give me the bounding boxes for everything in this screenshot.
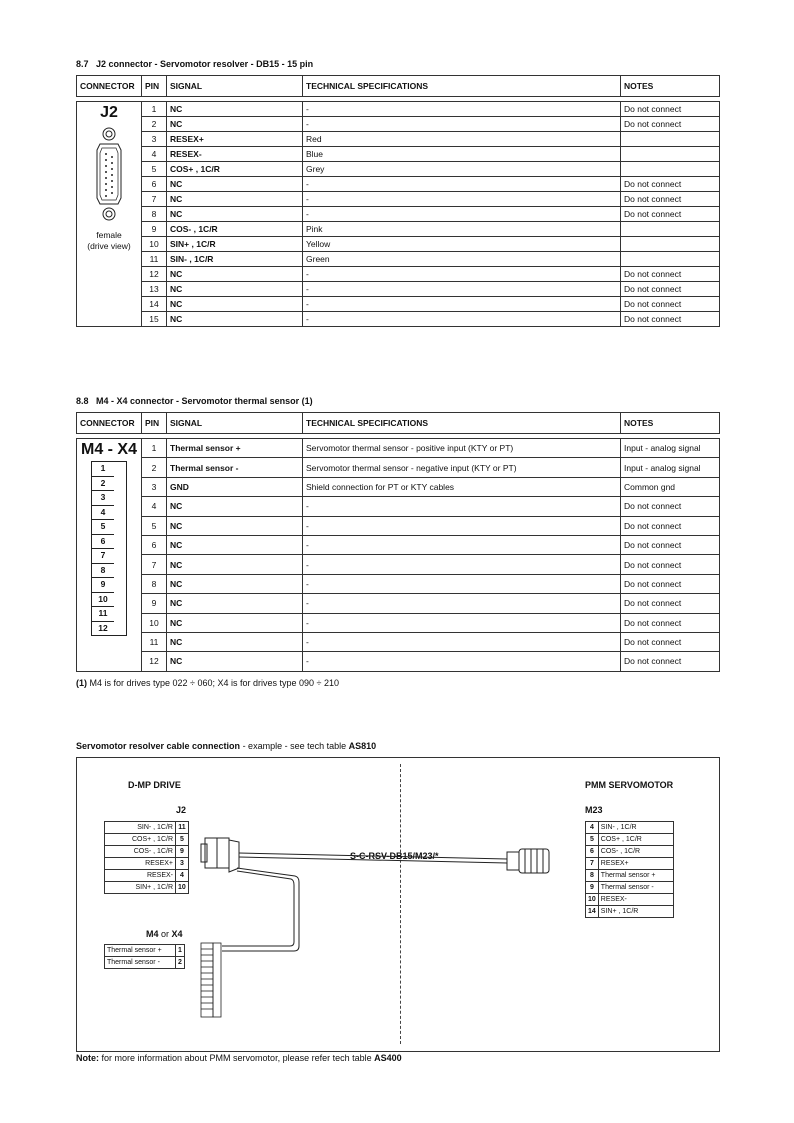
connector-name: J2 [100, 104, 118, 121]
pin-number: 11 [142, 252, 167, 267]
signal-name: COS- , 1C/R [105, 846, 176, 858]
header-tech-spec: TECHNICAL SPECIFICATIONS [303, 76, 621, 97]
signal-name: NC [167, 535, 303, 554]
tech-spec: - [303, 207, 621, 222]
pin-number: 5 [176, 834, 189, 846]
table-row [77, 162, 720, 177]
tech-spec: - [303, 177, 621, 192]
pin-number: 10 [586, 894, 599, 906]
signal-name: NC [167, 177, 303, 192]
tech-spec: - [303, 555, 621, 574]
header-notes: NOTES [621, 413, 720, 434]
tech-spec: Servomotor thermal sensor - positive input (KTY or PT) [303, 439, 621, 458]
pin-number: 7 [142, 192, 167, 207]
table-row [77, 652, 720, 671]
terminal-number: 1 [92, 462, 114, 477]
tech-spec: - [303, 613, 621, 632]
table-row [77, 177, 720, 192]
tech-spec: Yellow [303, 237, 621, 252]
tech-spec: - [303, 535, 621, 554]
terminal-block-icon [91, 461, 127, 636]
note [621, 252, 720, 267]
note: Do not connect [621, 555, 720, 574]
thermal-label-or: or [158, 929, 172, 939]
note-label: Note: [76, 1053, 99, 1063]
table-row [77, 477, 720, 496]
pin-number: 10 [142, 237, 167, 252]
table-row [77, 439, 720, 458]
table-row [77, 535, 720, 554]
tech-spec: - [303, 594, 621, 613]
db15-plug-icon [201, 838, 239, 872]
tech-spec: Shield connection for PT or KTY cables [303, 477, 621, 496]
header-connector: CONNECTOR [77, 413, 142, 434]
j2-pin-table [76, 75, 720, 327]
table-header-row [77, 76, 720, 97]
note: Do not connect [621, 192, 720, 207]
note: Do not connect [621, 535, 720, 554]
pin-number: 5 [142, 516, 167, 535]
note: Do not connect [621, 516, 720, 535]
pin-number: 3 [176, 858, 189, 870]
table-row [77, 132, 720, 147]
pin-number: 6 [142, 535, 167, 554]
tech-spec: - [303, 574, 621, 593]
pin-number: 2 [142, 458, 167, 477]
pin-number: 1 [176, 945, 185, 957]
signal-name: NC [167, 652, 303, 671]
connector-name: M4 - X4 [80, 441, 137, 458]
signal-name: COS+ , 1C/R [167, 162, 303, 177]
section-title-j2 [76, 59, 313, 69]
pin-number: 5 [586, 834, 599, 846]
signal-name: NC [167, 102, 303, 117]
pin-number: 4 [586, 822, 599, 834]
signal-name: NC [167, 312, 303, 327]
signal-name: NC [167, 267, 303, 282]
thermal-label-x4: X4 [171, 929, 183, 939]
signal-name: SIN+ , 1C/R [105, 882, 176, 894]
tech-spec: Pink [303, 222, 621, 237]
tech-spec: - [303, 282, 621, 297]
signal-name: SIN- , 1C/R [105, 822, 176, 834]
note [621, 237, 720, 252]
cable-name: S-C-RSV-DB15/M23/* [350, 851, 439, 861]
signal-name: Thermal sensor - [598, 882, 673, 894]
note: Do not connect [621, 632, 720, 651]
pin-number: 4 [142, 497, 167, 516]
signal-name: NC [167, 555, 303, 574]
cable-title-ref: AS810 [348, 741, 377, 751]
pin-number: 3 [142, 477, 167, 496]
terminal-number: 4 [92, 506, 114, 521]
cable-drawing [77, 758, 719, 1051]
pin-number: 1 [142, 439, 167, 458]
terminal-number: 3 [92, 491, 114, 506]
note: Do not connect [621, 652, 720, 671]
bottom-note [76, 1053, 402, 1063]
signal-name: COS+ , 1C/R [598, 834, 673, 846]
table-row [77, 102, 720, 117]
header-pin: PIN [142, 413, 167, 434]
signal-name: GND [167, 477, 303, 496]
pin-number: 15 [142, 312, 167, 327]
signal-name: NC [167, 613, 303, 632]
tech-spec: - [303, 297, 621, 312]
table-row [77, 282, 720, 297]
note: Do not connect [621, 574, 720, 593]
terminal-block-drawing [201, 943, 221, 1017]
header-signal: SIGNAL [167, 76, 303, 97]
note: Common gnd [621, 477, 720, 496]
header-tech-spec: TECHNICAL SPECIFICATIONS [303, 413, 621, 434]
note: Do not connect [621, 594, 720, 613]
note: Do not connect [621, 267, 720, 282]
signal-name: RESEX+ [105, 858, 176, 870]
pin-number: 8 [142, 574, 167, 593]
table-row [77, 574, 720, 593]
drive-connector-label: J2 [176, 805, 187, 815]
note: Do not connect [621, 102, 720, 117]
pin-number: 14 [142, 297, 167, 312]
tech-spec: - [303, 267, 621, 282]
note: Do not connect [621, 177, 720, 192]
signal-name: NC [167, 497, 303, 516]
motor-connector-label: M23 [585, 805, 603, 815]
pin-number: 6 [142, 177, 167, 192]
terminal-number: 2 [92, 477, 114, 492]
header-connector: CONNECTOR [77, 76, 142, 97]
pin-number: 7 [586, 858, 599, 870]
note [621, 222, 720, 237]
tech-spec: - [303, 312, 621, 327]
signal-name: SIN- , 1C/R [598, 822, 673, 834]
note [621, 147, 720, 162]
signal-name: RESEX- [167, 147, 303, 162]
signal-name: Thermal sensor - [105, 957, 176, 969]
motor-label: PMM SERVOMOTOR [585, 780, 674, 790]
note: Do not connect [621, 497, 720, 516]
note: Do not connect [621, 297, 720, 312]
table-row [77, 312, 720, 327]
db15-connector-icon [89, 124, 129, 224]
pin-number: 8 [586, 870, 599, 882]
signal-name: COS+ , 1C/R [105, 834, 176, 846]
note: Do not connect [621, 312, 720, 327]
signal-name: RESEX+ [167, 132, 303, 147]
signal-name: Thermal sensor + [167, 439, 303, 458]
section-number: 8.7 [76, 59, 89, 69]
note-ref: AS400 [374, 1053, 402, 1063]
signal-name: NC [167, 282, 303, 297]
signal-name: NC [167, 574, 303, 593]
footnote [76, 678, 339, 688]
thermal-wires [222, 868, 299, 951]
terminal-number: 8 [92, 564, 114, 579]
tech-spec: - [303, 192, 621, 207]
section-title-m4 [76, 396, 313, 406]
note: Input - analog signal [621, 458, 720, 477]
cable-title-rest: - example - see tech table [240, 741, 349, 751]
pin-number: 4 [176, 870, 189, 882]
note-text: for more information about PMM servomotor, please refer tech table [99, 1053, 375, 1063]
signal-name: SIN+ , 1C/R [167, 237, 303, 252]
footnote-text: M4 is for drives type 022 ÷ 060; X4 is for drives type 090 ÷ 210 [87, 678, 340, 688]
signal-name: NC [167, 594, 303, 613]
pin-number: 9 [142, 594, 167, 613]
cable-diagram [76, 757, 720, 1052]
terminal-number: 7 [92, 549, 114, 564]
signal-name: RESEX- [598, 894, 673, 906]
table-row [77, 632, 720, 651]
table-row [77, 516, 720, 535]
pin-number: 7 [142, 555, 167, 574]
pin-number: 9 [176, 846, 189, 858]
signal-name: SIN- , 1C/R [167, 252, 303, 267]
cable-section-title [76, 741, 376, 751]
pin-number: 9 [142, 222, 167, 237]
section-number: 8.8 [76, 396, 89, 406]
header-notes: NOTES [621, 76, 720, 97]
table-row [77, 252, 720, 267]
pin-number: 6 [586, 846, 599, 858]
note: Do not connect [621, 207, 720, 222]
table-header-row [77, 413, 720, 434]
table-row [77, 458, 720, 477]
table-row [77, 222, 720, 237]
tech-spec: Servomotor thermal sensor - negative input (KTY or PT) [303, 458, 621, 477]
terminal-number: 6 [92, 535, 114, 550]
table-row [77, 117, 720, 132]
note: Do not connect [621, 117, 720, 132]
tech-spec: Grey [303, 162, 621, 177]
signal-name: COS- , 1C/R [167, 222, 303, 237]
tech-spec: - [303, 632, 621, 651]
pin-number: 2 [142, 117, 167, 132]
pin-number: 3 [142, 132, 167, 147]
pin-number: 2 [176, 957, 185, 969]
table-row [77, 237, 720, 252]
cable-title-bold: Servomotor resolver cable connection [76, 741, 241, 751]
signal-name: RESEX+ [598, 858, 673, 870]
thermal-label-m4: M4 [146, 929, 159, 939]
terminal-number: 10 [92, 593, 114, 608]
table-row [77, 147, 720, 162]
connector-caption-female: female [96, 230, 122, 240]
section-heading: J2 connector - Servomotor resolver - DB15 - 15 pin [96, 59, 314, 69]
pin-number: 11 [176, 822, 189, 834]
cable-line [239, 853, 507, 863]
table-row [77, 555, 720, 574]
terminal-number: 11 [92, 607, 114, 622]
table-row [77, 267, 720, 282]
signal-name: RESEX- [105, 870, 176, 882]
pin-number: 12 [142, 652, 167, 671]
signal-name: Thermal sensor + [598, 870, 673, 882]
terminal-number: 12 [98, 622, 108, 633]
tech-spec: - [303, 117, 621, 132]
pin-number: 14 [586, 906, 599, 918]
pin-number: 12 [142, 267, 167, 282]
footnote-mark: (1) [76, 678, 87, 688]
j2-connector-cell [77, 102, 142, 327]
table-row [77, 594, 720, 613]
note [621, 162, 720, 177]
table-row [77, 192, 720, 207]
header-signal: SIGNAL [167, 413, 303, 434]
signal-name: COS- , 1C/R [598, 846, 673, 858]
note [621, 132, 720, 147]
table-row [77, 297, 720, 312]
table-row [77, 497, 720, 516]
pin-number: 10 [176, 882, 189, 894]
signal-name: NC [167, 207, 303, 222]
tech-spec: - [303, 652, 621, 671]
terminal-number: 9 [92, 578, 114, 593]
tech-spec: Blue [303, 147, 621, 162]
signal-name: NC [167, 632, 303, 651]
signal-name: Thermal sensor + [105, 945, 176, 957]
table-row [77, 613, 720, 632]
pin-number: 8 [142, 207, 167, 222]
header-pin: PIN [142, 76, 167, 97]
pin-number: 5 [142, 162, 167, 177]
signal-name: NC [167, 297, 303, 312]
pin-number: 1 [142, 102, 167, 117]
note: Input - analog signal [621, 439, 720, 458]
note: Do not connect [621, 613, 720, 632]
note: Do not connect [621, 282, 720, 297]
signal-name: NC [167, 117, 303, 132]
pin-number: 10 [142, 613, 167, 632]
tech-spec: - [303, 102, 621, 117]
section-heading: M4 - X4 connector - Servomotor thermal sensor (1) [96, 396, 313, 406]
pin-number: 9 [586, 882, 599, 894]
pin-number: 11 [142, 632, 167, 651]
tech-spec: - [303, 516, 621, 535]
signal-name: Thermal sensor - [167, 458, 303, 477]
table-row [77, 207, 720, 222]
pin-number: 13 [142, 282, 167, 297]
m4-pin-table [76, 412, 720, 672]
signal-name: NC [167, 192, 303, 207]
signal-name: NC [167, 516, 303, 535]
drive-label: D-MP DRIVE [128, 780, 181, 790]
terminal-number: 5 [92, 520, 114, 535]
m4-connector-cell [77, 439, 142, 672]
connector-caption-view: (drive view) [87, 241, 131, 251]
tech-spec: - [303, 497, 621, 516]
signal-name: SIN+ , 1C/R [598, 906, 673, 918]
m23-plug-icon [507, 849, 549, 873]
pin-number: 4 [142, 147, 167, 162]
tech-spec: Red [303, 132, 621, 147]
tech-spec: Green [303, 252, 621, 267]
